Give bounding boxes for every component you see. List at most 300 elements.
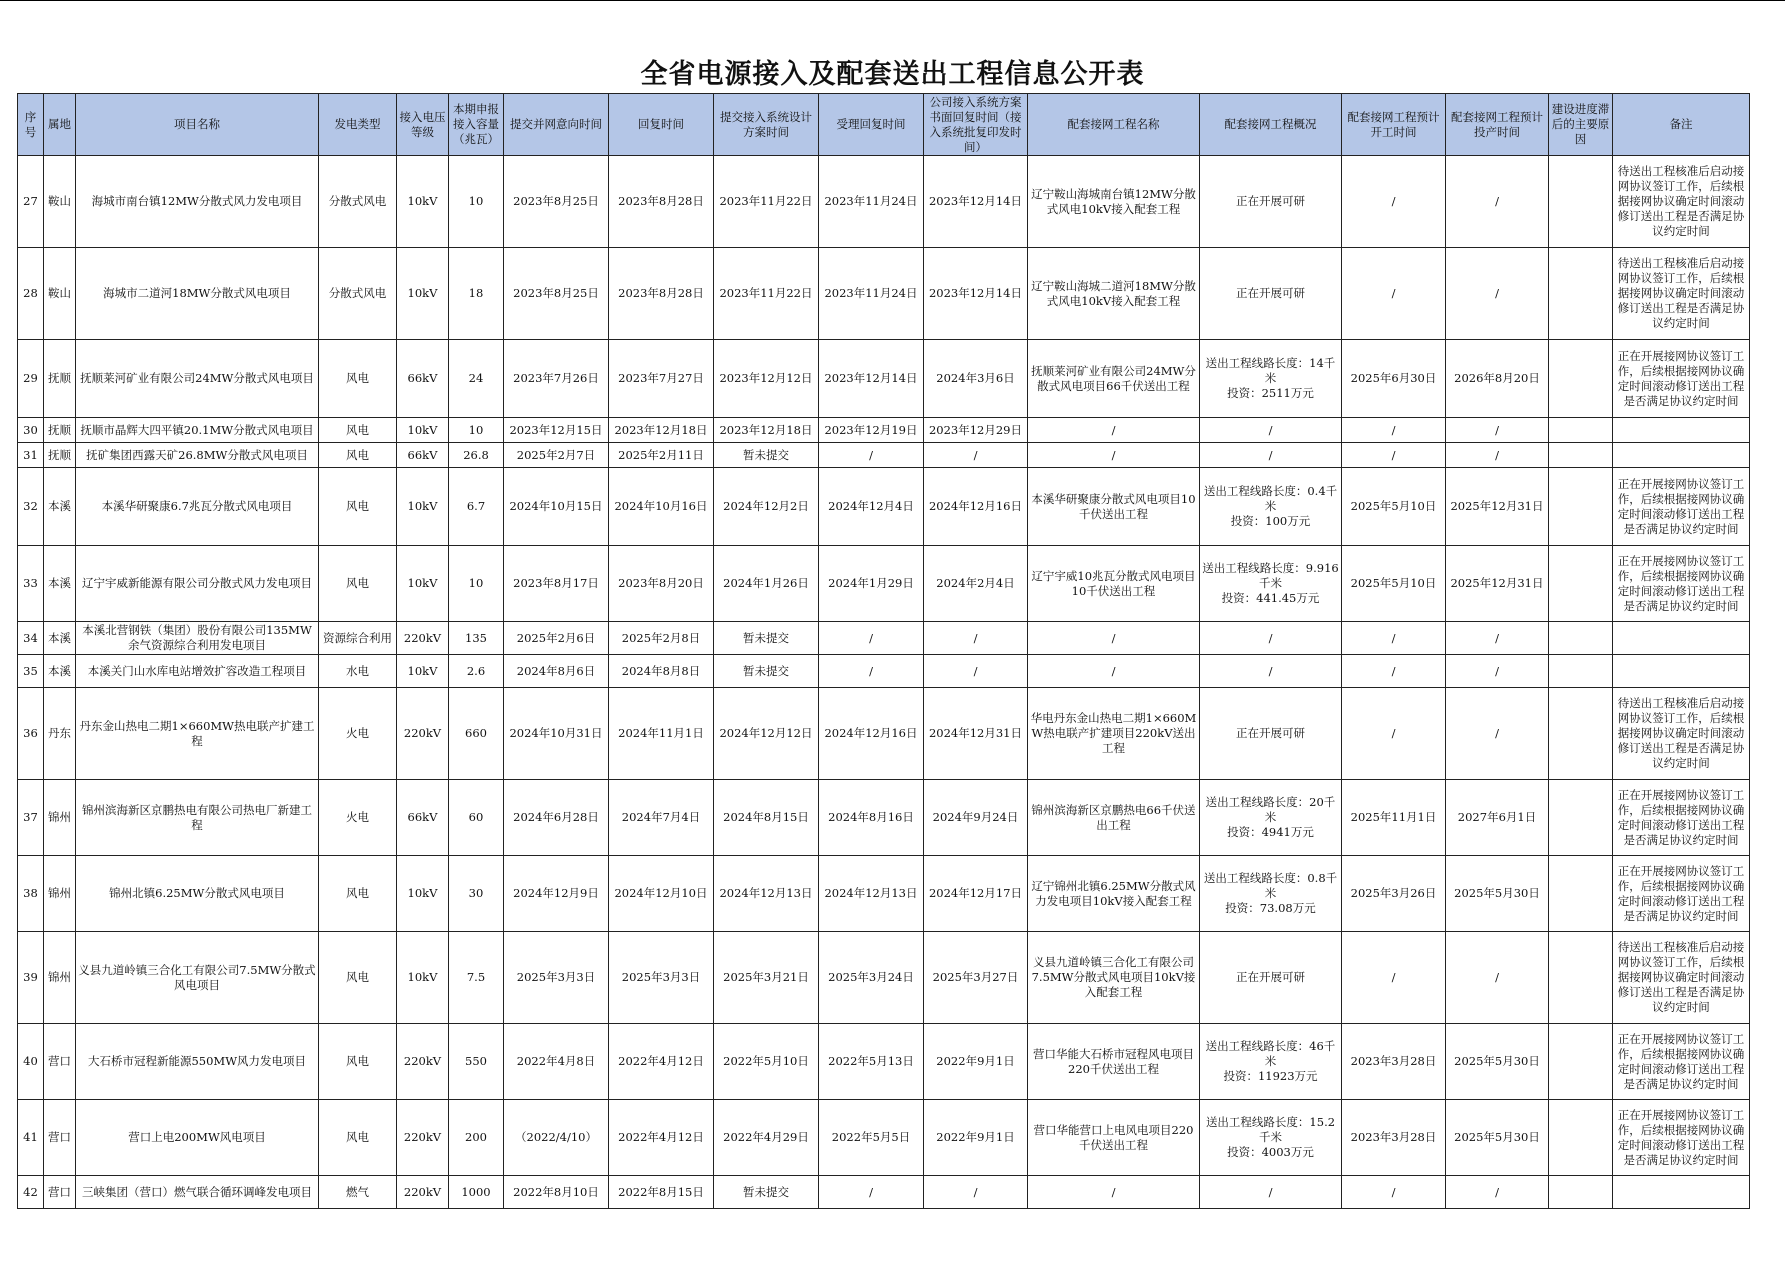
table-cell: 营口华能营口上电风电项目220千伏送出工程: [1028, 1100, 1200, 1176]
table-cell: 2023年12月14日: [819, 340, 924, 418]
table-cell: 27: [18, 156, 44, 248]
table-row: [18, 1176, 1750, 1209]
table-cell: 送出工程线路长度：0.8千米 投资：73.08万元: [1200, 856, 1342, 932]
info-table: [17, 93, 1750, 1209]
table-cell: 30: [449, 856, 504, 932]
table-cell: [1613, 443, 1750, 468]
table-cell: 42: [18, 1176, 44, 1209]
table-cell: 220kV: [397, 688, 449, 780]
table-row: [18, 248, 1750, 340]
table-cell: /: [924, 655, 1028, 688]
table-cell: 2025年3月26日: [1342, 856, 1446, 932]
table-cell: 正在开展可研: [1200, 156, 1342, 248]
table-cell: 2023年12月14日: [924, 156, 1028, 248]
table-cell: 2025年3月24日: [819, 932, 924, 1024]
column-header: 配套接网工程预计投产时间: [1446, 94, 1549, 156]
table-cell: /: [1446, 1176, 1549, 1209]
table-cell: 39: [18, 932, 44, 1024]
table-cell: 2024年7月4日: [609, 780, 714, 856]
table-row: [18, 856, 1750, 932]
table-cell: 营口上电200MW风电项目: [76, 1100, 319, 1176]
table-cell: /: [819, 655, 924, 688]
table-cell: /: [1200, 418, 1342, 443]
table-cell: 2024年11月1日: [609, 688, 714, 780]
table-cell: 2025年11月1日: [1342, 780, 1446, 856]
table-cell: 2022年4月12日: [609, 1100, 714, 1176]
table-cell: 10kV: [397, 248, 449, 340]
table-cell: 10kV: [397, 418, 449, 443]
table-cell: 正在开展接网协议签订工作，后续根据接网协议确定时间滚动修订送出工程是否满足协议约定时间: [1613, 546, 1750, 622]
table-cell: 2024年12月2日: [714, 468, 819, 546]
table-cell: 风电: [319, 468, 397, 546]
table-cell: [1549, 1176, 1613, 1209]
column-header: 本期申报接入容量（兆瓦）: [449, 94, 504, 156]
table-cell: 本溪华研聚康分散式风电项目10千伏送出工程: [1028, 468, 1200, 546]
table-cell: 2022年4月8日: [504, 1024, 609, 1100]
table-cell: [1549, 443, 1613, 468]
table-cell: 220kV: [397, 1024, 449, 1100]
table-row: [18, 468, 1750, 546]
header-row: [18, 94, 1750, 156]
table-cell: /: [1342, 248, 1446, 340]
table-cell: [1613, 418, 1750, 443]
table-cell: 风电: [319, 340, 397, 418]
table-cell: 10kV: [397, 156, 449, 248]
table-cell: 正在开展可研: [1200, 932, 1342, 1024]
table-cell: 200: [449, 1100, 504, 1176]
table-cell: /: [819, 1176, 924, 1209]
table-cell: 2023年11月22日: [714, 248, 819, 340]
table-cell: 辽宁鞍山海城南台镇12MW分散式风电10kV接入配套工程: [1028, 156, 1200, 248]
table-cell: 资源综合利用: [319, 622, 397, 655]
table-cell: 本溪: [44, 546, 76, 622]
table-cell: [1549, 688, 1613, 780]
table-cell: /: [819, 443, 924, 468]
table-cell: 锦州: [44, 780, 76, 856]
table-cell: 正在开展接网协议签订工作，后续根据接网协议确定时间滚动修订送出工程是否满足协议约定时间: [1613, 856, 1750, 932]
table-cell: 2024年12月13日: [819, 856, 924, 932]
table-cell: 2024年8月8日: [609, 655, 714, 688]
table-cell: 2024年2月4日: [924, 546, 1028, 622]
table-cell: 38: [18, 856, 44, 932]
table-cell: 2024年9月24日: [924, 780, 1028, 856]
table-cell: 义县九道岭镇三合化工有限公司7.5MW分散式风电项目: [76, 932, 319, 1024]
table-cell: 三峡集团（营口）燃气联合循环调峰发电项目: [76, 1176, 319, 1209]
table-cell: 2025年12月31日: [1446, 468, 1549, 546]
table-cell: 220kV: [397, 1100, 449, 1176]
table-cell: [1549, 248, 1613, 340]
table-cell: 2023年11月24日: [819, 156, 924, 248]
table-cell: 辽宁宇威10兆瓦分散式风电项目10千伏送出工程: [1028, 546, 1200, 622]
column-header: 配套接网工程概况: [1200, 94, 1342, 156]
table-cell: 风电: [319, 856, 397, 932]
table-cell: 10kV: [397, 546, 449, 622]
table-cell: 10kV: [397, 468, 449, 546]
table-cell: 正在开展接网协议签订工作，后续根据接网协议确定时间滚动修订送出工程是否满足协议约定时间: [1613, 1024, 1750, 1100]
table-cell: /: [924, 622, 1028, 655]
table-cell: 24: [449, 340, 504, 418]
column-header: 建设进度滞后的主要原因: [1549, 94, 1613, 156]
table-cell: 36: [18, 688, 44, 780]
table-cell: 大石桥市冠程新能源550MW风力发电项目: [76, 1024, 319, 1100]
table-cell: 30: [18, 418, 44, 443]
table-cell: 2025年5月30日: [1446, 1100, 1549, 1176]
table-row: [18, 655, 1750, 688]
table-cell: 60: [449, 780, 504, 856]
table-cell: 2025年2月6日: [504, 622, 609, 655]
table-cell: 风电: [319, 932, 397, 1024]
table-cell: 待送出工程核准后启动接网协议签订工作，后续根据接网协议确定时间滚动修订送出工程是否满足协议约定时间: [1613, 688, 1750, 780]
table-cell: 正在开展接网协议签订工作，后续根据接网协议确定时间滚动修订送出工程是否满足协议约定时间: [1613, 1100, 1750, 1176]
table-cell: 2022年8月15日: [609, 1176, 714, 1209]
table-cell: 2025年2月8日: [609, 622, 714, 655]
table-cell: 抚顺莱河矿业有限公司24MW分散式风电项目: [76, 340, 319, 418]
table-cell: 10: [449, 418, 504, 443]
table-cell: 2023年12月12日: [714, 340, 819, 418]
table-cell: 10: [449, 546, 504, 622]
table-cell: 2024年1月26日: [714, 546, 819, 622]
table-cell: 37: [18, 780, 44, 856]
table-cell: 2024年10月31日: [504, 688, 609, 780]
table-cell: 2022年4月12日: [609, 1024, 714, 1100]
table-cell: 华电丹东金山热电二期1×660MW热电联产扩建项目220kV送出工程: [1028, 688, 1200, 780]
table-cell: 送出工程线路长度：0.4千米 投资：100万元: [1200, 468, 1342, 546]
table-cell: 分散式风电: [319, 248, 397, 340]
table-cell: 抚顺: [44, 443, 76, 468]
table-cell: 66kV: [397, 780, 449, 856]
table-cell: 锦州: [44, 856, 76, 932]
table-cell: 28: [18, 248, 44, 340]
table-cell: 2024年12月12日: [714, 688, 819, 780]
table-cell: 本溪关门山水库电站增效扩容改造工程项目: [76, 655, 319, 688]
table-cell: 2024年12月13日: [714, 856, 819, 932]
table-cell: 10kV: [397, 655, 449, 688]
table-cell: 2024年10月15日: [504, 468, 609, 546]
table-cell: 2024年12月9日: [504, 856, 609, 932]
table-cell: 本溪: [44, 622, 76, 655]
table-row: [18, 443, 1750, 468]
table-cell: /: [1446, 248, 1549, 340]
table-cell: [1549, 340, 1613, 418]
table-cell: 义县九道岭镇三合化工有限公司7.5MW分散式风电项目10kV接入配套工程: [1028, 932, 1200, 1024]
column-header: 回复时间: [609, 94, 714, 156]
table-cell: 2025年5月10日: [1342, 468, 1446, 546]
table-cell: /: [1028, 418, 1200, 443]
table-cell: 66kV: [397, 340, 449, 418]
table-cell: /: [1446, 156, 1549, 248]
column-header: 提交并网意向时间: [504, 94, 609, 156]
table-cell: 正在开展可研: [1200, 248, 1342, 340]
table-cell: 2023年12月19日: [819, 418, 924, 443]
table-cell: 火电: [319, 780, 397, 856]
table-cell: 10kV: [397, 856, 449, 932]
table-cell: 2023年8月25日: [504, 156, 609, 248]
table-cell: /: [1200, 622, 1342, 655]
table-cell: 暂未提交: [714, 655, 819, 688]
table-cell: /: [1446, 655, 1549, 688]
column-header: 配套接网工程预计开工时间: [1342, 94, 1446, 156]
table-cell: /: [924, 443, 1028, 468]
page-title: 全省电源接入及配套送出工程信息公开表: [640, 59, 1145, 90]
table-cell: 辽宁鞍山海城二道河18MW分散式风电10kV接入配套工程: [1028, 248, 1200, 340]
table-cell: 本溪: [44, 468, 76, 546]
table-cell: 本溪: [44, 655, 76, 688]
table-cell: 34: [18, 622, 44, 655]
table-cell: 2027年6月1日: [1446, 780, 1549, 856]
table-cell: 海城市二道河18MW分散式风电项目: [76, 248, 319, 340]
table-cell: 2023年11月22日: [714, 156, 819, 248]
table-cell: 2024年12月4日: [819, 468, 924, 546]
table-row: [18, 780, 1750, 856]
table-cell: 辽宁宇威新能源有限公司分散式风力发电项目: [76, 546, 319, 622]
table-cell: 送出工程线路长度：20千米 投资：4941万元: [1200, 780, 1342, 856]
table-cell: [1549, 156, 1613, 248]
column-header: 序号: [18, 94, 44, 156]
table-cell: 2025年2月7日: [504, 443, 609, 468]
column-header: 属地: [44, 94, 76, 156]
table-cell: 丹东金山热电二期1×660MW热电联产扩建工程: [76, 688, 319, 780]
table-cell: 2025年3月27日: [924, 932, 1028, 1024]
table-cell: 抚顺市晶辉大四平镇20.1MW分散式风电项目: [76, 418, 319, 443]
table-cell: /: [1342, 932, 1446, 1024]
table-cell: 风电: [319, 1024, 397, 1100]
table-cell: 2025年6月30日: [1342, 340, 1446, 418]
table-cell: 2024年12月17日: [924, 856, 1028, 932]
column-header: 项目名称: [76, 94, 319, 156]
column-header: 接入电压等级: [397, 94, 449, 156]
table-row: [18, 622, 1750, 655]
table-cell: 2025年3月3日: [504, 932, 609, 1024]
table-cell: 2023年8月25日: [504, 248, 609, 340]
table-cell: [1549, 856, 1613, 932]
table-cell: /: [1342, 156, 1446, 248]
table-cell: 2025年5月30日: [1446, 1024, 1549, 1100]
table-cell: /: [1342, 622, 1446, 655]
table-cell: 营口: [44, 1176, 76, 1209]
table-cell: 送出工程线路长度：15.2千米 投资：4003万元: [1200, 1100, 1342, 1176]
table-cell: /: [1446, 443, 1549, 468]
table-cell: 风电: [319, 443, 397, 468]
table-cell: /: [1342, 418, 1446, 443]
table-cell: 本溪华研聚康6.7兆瓦分散式风电项目: [76, 468, 319, 546]
table-cell: 抚顺: [44, 418, 76, 443]
table-cell: 2024年8月15日: [714, 780, 819, 856]
table-cell: 31: [18, 443, 44, 468]
table-cell: 2022年8月10日: [504, 1176, 609, 1209]
table-cell: 待送出工程核准后启动接网协议签订工作，后续根据接网协议确定时间滚动修订送出工程是否满足协议约定时间: [1613, 932, 1750, 1024]
table-cell: 正在开展接网协议签订工作，后续根据接网协议确定时间滚动修订送出工程是否满足协议约定时间: [1613, 340, 1750, 418]
table-cell: 2023年8月28日: [609, 248, 714, 340]
table-cell: 2023年7月27日: [609, 340, 714, 418]
table-cell: /: [924, 1176, 1028, 1209]
table-cell: 2022年5月10日: [714, 1024, 819, 1100]
table-row: [18, 932, 1750, 1024]
table-cell: /: [1028, 443, 1200, 468]
table-cell: 送出工程线路长度：46千米 投资：11923万元: [1200, 1024, 1342, 1100]
table-cell: 2023年11月24日: [819, 248, 924, 340]
table-cell: 锦州北镇6.25MW分散式风电项目: [76, 856, 319, 932]
table-cell: 2023年8月20日: [609, 546, 714, 622]
table-cell: /: [1446, 418, 1549, 443]
table-cell: /: [1342, 1176, 1446, 1209]
column-header: 发电类型: [319, 94, 397, 156]
table-cell: 32: [18, 468, 44, 546]
table-cell: [1549, 468, 1613, 546]
table-cell: 分散式风电: [319, 156, 397, 248]
table-cell: 营口: [44, 1024, 76, 1100]
table-cell: 29: [18, 340, 44, 418]
table-cell: 营口华能大石桥市冠程风电项目220千伏送出工程: [1028, 1024, 1200, 1100]
table-cell: [1549, 655, 1613, 688]
table-row: [18, 418, 1750, 443]
table-cell: 2024年6月28日: [504, 780, 609, 856]
table-cell: 抚顺莱河矿业有限公司24MW分散式风电项目66千伏送出工程: [1028, 340, 1200, 418]
table-cell: 暂未提交: [714, 1176, 819, 1209]
table-cell: 10kV: [397, 932, 449, 1024]
table-row: [18, 156, 1750, 248]
table-cell: 2025年12月31日: [1446, 546, 1549, 622]
table-cell: 2022年9月1日: [924, 1100, 1028, 1176]
table-cell: 鞍山: [44, 156, 76, 248]
table-cell: 2024年12月10日: [609, 856, 714, 932]
table-cell: /: [1200, 1176, 1342, 1209]
table-cell: 营口: [44, 1100, 76, 1176]
table-cell: 待送出工程核准后启动接网协议签订工作，后续根据接网协议确定时间滚动修订送出工程是否满足协议约定时间: [1613, 156, 1750, 248]
column-header: 提交接入系统设计方案时间: [714, 94, 819, 156]
table-cell: [1613, 1176, 1750, 1209]
column-header: 配套接网工程名称: [1028, 94, 1200, 156]
table-cell: 2025年3月3日: [609, 932, 714, 1024]
table-cell: 海城市南台镇12MW分散式风力发电项目: [76, 156, 319, 248]
table-cell: [1613, 622, 1750, 655]
table-cell: 2024年8月16日: [819, 780, 924, 856]
table-cell: 2025年5月30日: [1446, 856, 1549, 932]
table-cell: 2024年8月6日: [504, 655, 609, 688]
table-cell: 辽宁锦州北镇6.25MW分散式风力发电项目10kV接入配套工程: [1028, 856, 1200, 932]
table-cell: 2022年5月13日: [819, 1024, 924, 1100]
table-cell: [1549, 1024, 1613, 1100]
table-cell: 2022年5月5日: [819, 1100, 924, 1176]
table-cell: 2024年3月6日: [924, 340, 1028, 418]
table-cell: 抚矿集团西露天矿26.8MW分散式风电项目: [76, 443, 319, 468]
table-cell: 风电: [319, 546, 397, 622]
table-cell: [1549, 418, 1613, 443]
table-cell: /: [1446, 688, 1549, 780]
table-cell: /: [1200, 655, 1342, 688]
table-cell: 2026年8月20日: [1446, 340, 1549, 418]
table-cell: （2022/4/10）: [504, 1100, 609, 1176]
table-row: [18, 340, 1750, 418]
table-cell: 2025年2月11日: [609, 443, 714, 468]
table-cell: 41: [18, 1100, 44, 1176]
table-cell: [1549, 932, 1613, 1024]
table-cell: /: [1446, 622, 1549, 655]
table-cell: 2.6: [449, 655, 504, 688]
table-row: [18, 688, 1750, 780]
table-cell: 2024年10月16日: [609, 468, 714, 546]
table-cell: [1549, 780, 1613, 856]
table-cell: 2022年9月1日: [924, 1024, 1028, 1100]
table-cell: 220kV: [397, 1176, 449, 1209]
table-cell: 暂未提交: [714, 443, 819, 468]
table-cell: 1000: [449, 1176, 504, 1209]
table-cell: 2023年12月18日: [609, 418, 714, 443]
table-cell: 2024年1月29日: [819, 546, 924, 622]
column-header: 受理回复时间: [819, 94, 924, 156]
table-cell: 抚顺: [44, 340, 76, 418]
table-cell: /: [1028, 1176, 1200, 1209]
table-cell: 暂未提交: [714, 622, 819, 655]
table-cell: 2023年7月26日: [504, 340, 609, 418]
table-cell: 正在开展接网协议签订工作，后续根据接网协议确定时间滚动修订送出工程是否满足协议约定时间: [1613, 468, 1750, 546]
table-cell: 待送出工程核准后启动接网协议签订工作，后续根据接网协议确定时间滚动修订送出工程是否满足协议约定时间: [1613, 248, 1750, 340]
table-cell: 正在开展接网协议签订工作，后续根据接网协议确定时间滚动修订送出工程是否满足协议约定时间: [1613, 780, 1750, 856]
table-cell: [1549, 622, 1613, 655]
table-cell: 送出工程线路长度：9.916千米 投资：441.45万元: [1200, 546, 1342, 622]
table-cell: 锦州滨海新区京鹏热电66千伏送出工程: [1028, 780, 1200, 856]
table-cell: 2023年12月14日: [924, 248, 1028, 340]
table-cell: /: [1200, 443, 1342, 468]
table-cell: 2023年8月28日: [609, 156, 714, 248]
table-cell: 鞍山: [44, 248, 76, 340]
table-cell: 10: [449, 156, 504, 248]
table-cell: 风电: [319, 418, 397, 443]
table-cell: /: [1028, 622, 1200, 655]
table-cell: 水电: [319, 655, 397, 688]
table-cell: 33: [18, 546, 44, 622]
table-cell: 2023年3月28日: [1342, 1024, 1446, 1100]
table-cell: /: [1342, 688, 1446, 780]
table-cell: 135: [449, 622, 504, 655]
table-cell: 18: [449, 248, 504, 340]
table-cell: 锦州滨海新区京鹏热电有限公司热电厂新建工程: [76, 780, 319, 856]
table-row: [18, 1100, 1750, 1176]
table-cell: 火电: [319, 688, 397, 780]
table-cell: 2024年12月31日: [924, 688, 1028, 780]
table-cell: 660: [449, 688, 504, 780]
table-cell: 丹东: [44, 688, 76, 780]
table-cell: /: [1446, 932, 1549, 1024]
table-cell: 7.5: [449, 932, 504, 1024]
table-cell: 66kV: [397, 443, 449, 468]
column-header: 备注: [1613, 94, 1750, 156]
table-cell: 26.8: [449, 443, 504, 468]
table-row: [18, 546, 1750, 622]
table-cell: /: [1028, 655, 1200, 688]
table-cell: /: [819, 622, 924, 655]
column-header: 公司接入系统方案书面回复时间（接入系统批复印发时间）: [924, 94, 1028, 156]
table-cell: [1613, 655, 1750, 688]
table-cell: 2023年12月18日: [714, 418, 819, 443]
table-cell: 正在开展可研: [1200, 688, 1342, 780]
table-cell: 6.7: [449, 468, 504, 546]
table-cell: /: [1342, 655, 1446, 688]
table-cell: [1549, 1100, 1613, 1176]
table-cell: 2022年4月29日: [714, 1100, 819, 1176]
table-cell: 2024年12月16日: [819, 688, 924, 780]
table-cell: 220kV: [397, 622, 449, 655]
table-cell: 风电: [319, 1100, 397, 1176]
table-cell: 2024年12月16日: [924, 468, 1028, 546]
table-cell: 2023年3月28日: [1342, 1100, 1446, 1176]
table-cell: 锦州: [44, 932, 76, 1024]
table-cell: [1549, 546, 1613, 622]
table-cell: 2025年3月21日: [714, 932, 819, 1024]
table-cell: 2023年12月29日: [924, 418, 1028, 443]
table-cell: /: [1342, 443, 1446, 468]
top-border-line: [0, 0, 1785, 1]
table-cell: 35: [18, 655, 44, 688]
